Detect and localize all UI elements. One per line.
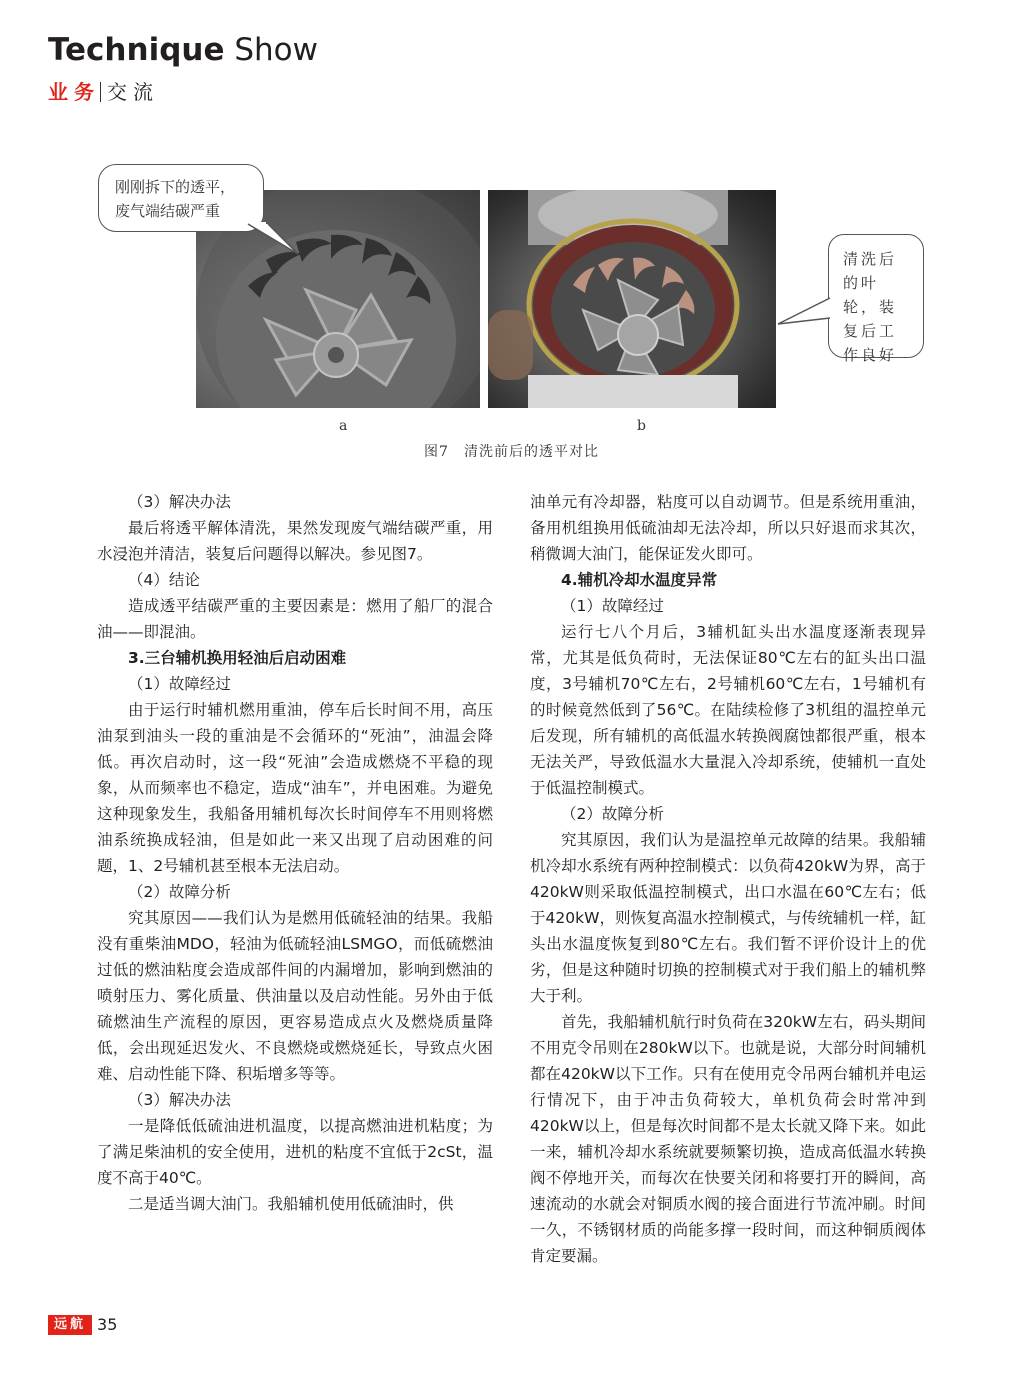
figure-caption: 图7 清洗前后的透平对比 (424, 444, 599, 460)
paragraph: （4）结论 (128, 571, 200, 589)
paragraph: （3）解决办法 (128, 493, 231, 511)
page-footer (48, 1314, 117, 1335)
callout-a-pointer (246, 222, 306, 258)
magazine-name-badge: 远航 (48, 1315, 92, 1335)
callout-before-cleaning (98, 164, 264, 232)
section-heading: 3.三台辅机换用轻油后启动困难 (128, 649, 347, 667)
header-divider (100, 82, 101, 102)
paragraph: （2）故障分析 (561, 805, 664, 823)
paragraph: 油单元有冷却器，粘度可以自动调节。但是系统用重油，备用机组换用低硫油却无法冷却，所以只好退而求其次，稍微调大油门，能保证发火即可。 (530, 493, 926, 563)
header-title-bold: Technique (48, 32, 225, 68)
page-number: 35 (97, 1315, 118, 1334)
header-category-light: 交流 (107, 80, 159, 104)
paragraph: （1）故障经过 (561, 597, 664, 615)
section-heading: 4.辅机冷却水温度异常 (561, 571, 718, 589)
callout-b-pointer (776, 296, 832, 336)
paragraph: 究其原因，我们认为是温控单元故障的结果。我船辅机冷却水系统有两种控制模式：以负荷420kW为界，高于420kW则采取低温控制模式，出口水温在60℃左右；低于420kW，则恢复高温水控制模式，与传统辅机一样，缸头出水温度恢复到80℃左右。我们暂不评价设计上的优劣，但是这种随时切换的控制模式对于我们船上的辅机弊大于利。 (530, 831, 926, 1005)
paragraph: 二是适当调大油门。我船辅机使用低硫油时，供 (128, 1195, 454, 1213)
paragraph: （1）故障经过 (128, 675, 231, 693)
header-category-bold: 业务 (48, 80, 100, 104)
figure-label-a: a (339, 418, 348, 434)
header-title-light: Show (234, 32, 318, 68)
paragraph: 运行七八个月后，3辅机缸头出水温度逐渐表现异常，尤其是低负荷时，无法保证80℃左右的缸头出口温度，3号辅机70℃左右，2号辅机60℃左右，1号辅机有的时候竟然低到了56℃。在陆续检修了3机组的温控单元后发现，所有辅机的高低温水转换阀腐蚀都很严重，根本无法关严，导致低温水大量混入冷却系统，使辅机一直处于低温控制模式。 (530, 623, 926, 797)
paragraph: 造成透平结碳严重的主要因素是：燃用了船厂的混合油——即混油。 (97, 597, 493, 641)
figure-label-b: b (637, 418, 646, 434)
paragraph: 首先，我船辅机航行时负荷在320kW左右，码头期间不用克令吊则在280kW以下。也就是说，大部分时间辅机都在420kW以下工作。只有在使用克令吊两台辅机并电运行情况下，由于冲击负荷较大，单机负荷会时常冲到420kW以上，但是每次时间都不是太长就又降下来。如此一来，辅机冷却水系统就要频繁切换，造成高低温水转换阀不停地开关，而每次在快要关闭和将要打开的瞬间，高速流动的水就会对铜质水阀的接合面进行节流冲刷。时间一久，不锈钢材质的尚能多撑一段时间，而这种铜质阀体肯定要漏。 (530, 1013, 926, 1265)
paragraph: （2）故障分析 (128, 883, 231, 901)
paragraph: （3）解决办法 (128, 1091, 231, 1109)
article-column-right (530, 489, 926, 1269)
callout-a-line-1: 刚刚拆下的透平， (115, 178, 236, 196)
paragraph: 最后将透平解体清洗，果然发现废气端结碳严重，用水浸泡并清洁，装复后问题得以解决。参见图7。 (97, 519, 493, 563)
paragraph: 一是降低低硫油进机温度，以提高燃油进机粘度；为了满足柴油机的安全使用，进机的粘度不宜低于2cSt，温度不高于40℃。 (97, 1117, 493, 1187)
turbine-clean-illustration (488, 190, 776, 408)
article-column-left (97, 489, 493, 1217)
figure-photo-b (488, 190, 776, 408)
paragraph: 究其原因——我们认为是燃用低硫轻油的结果。我船没有重柴油MDO，轻油为低硫轻油LSMGO，而低硫燃油过低的燃油粘度会造成部件间的内漏增加，影响到燃油的喷射压力、雾化质量、供油量以及启动性能。另外由于低硫燃油生产流程的原因，更容易造成点火及燃烧质量降低，会出现延迟发火、不良燃烧或燃烧延长，导致点火困难、启动性能下降、积垢增多等等。 (97, 909, 493, 1083)
header-category (48, 78, 159, 106)
header-title (48, 30, 318, 70)
callout-a-line-2: 废气端结碳严重 (115, 202, 221, 220)
callout-after-cleaning: 清洗后的叶轮，装复后工作良好 (828, 234, 924, 358)
paragraph: 由于运行时辅机燃用重油，停车后长时间不用，高压油泵到油头一段的重油是不会循环的“死油”，油温会降低。再次启动时，这一段“死油”会造成燃烧不平稳的现象，从而频率也不稳定，造成“油车”，并电困难。为避免这种现象发生，我船备用辅机每次长时间停车不用则将燃油系统换成轻油，但是如此一来又出现了启动困难的问题，1、2号辅机甚至根本无法启动。 (97, 701, 493, 875)
